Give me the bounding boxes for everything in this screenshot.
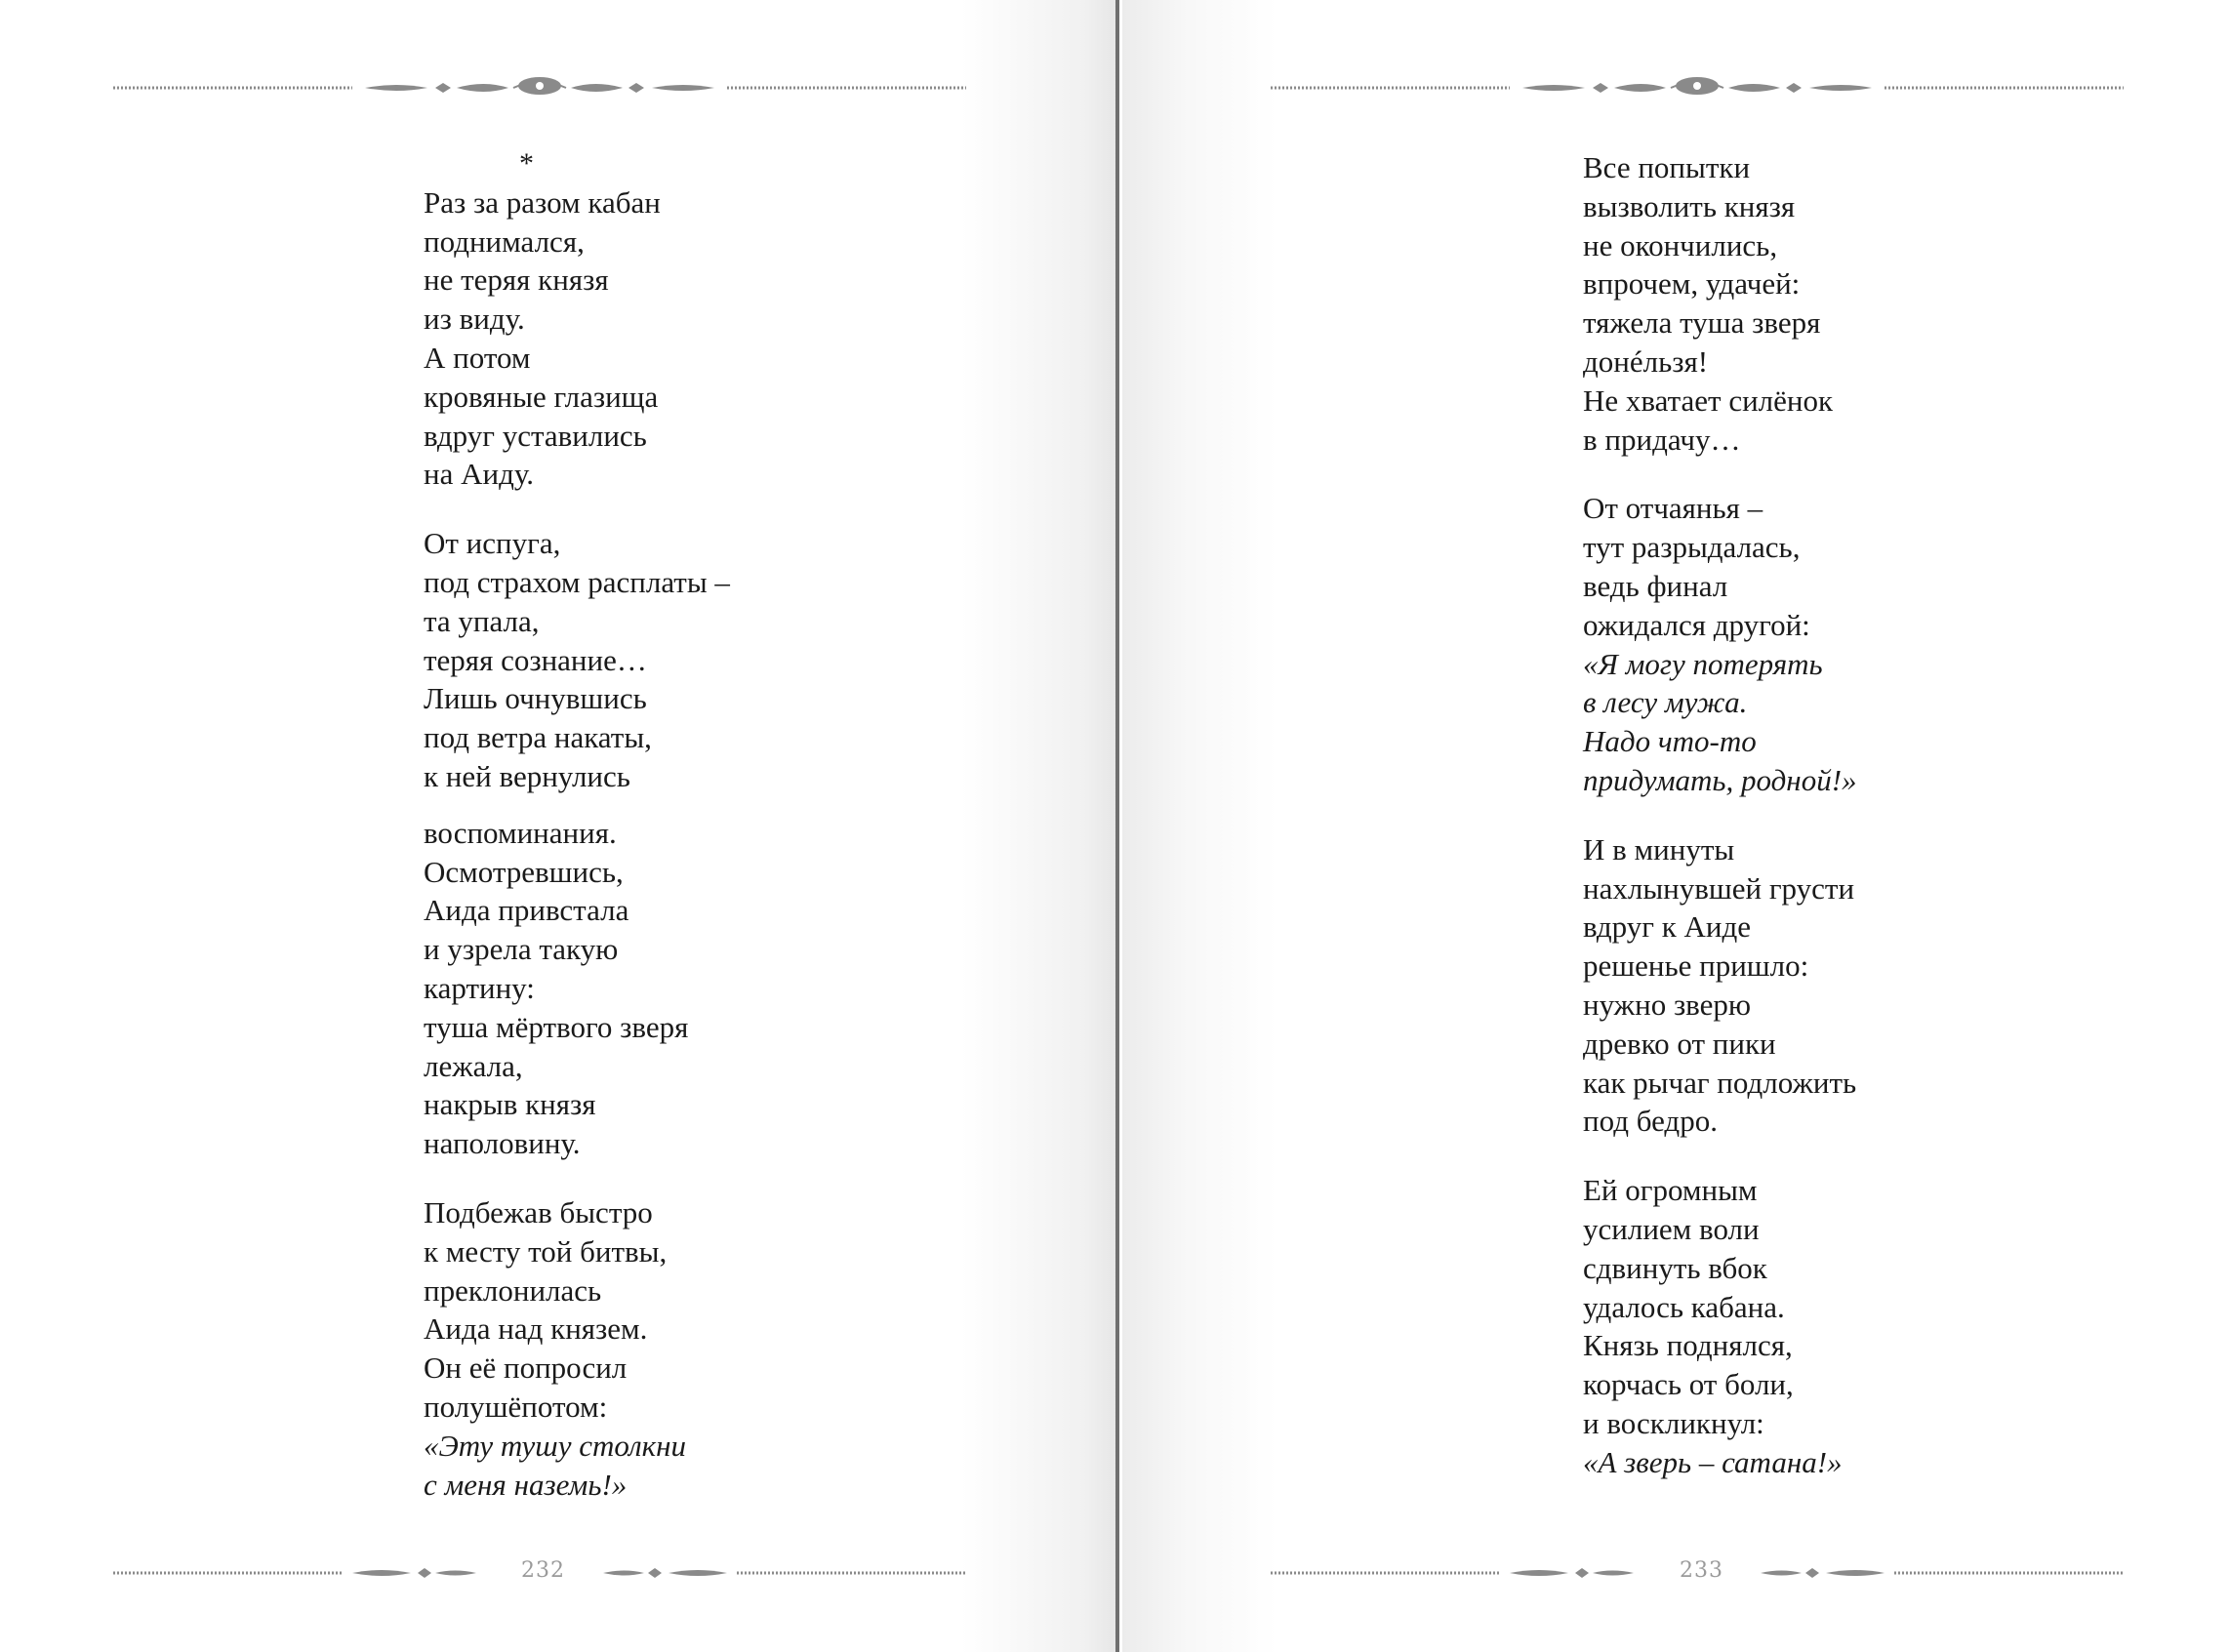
stanza bbox=[424, 814, 730, 1163]
header-ornament-left bbox=[113, 68, 966, 107]
poem-line: Ей огромным bbox=[1583, 1173, 1758, 1208]
poem-line: усилием воли bbox=[1583, 1211, 1760, 1246]
right-page bbox=[1122, 0, 2229, 1652]
poem-line: под ветра накаты, bbox=[424, 720, 652, 755]
poem-line: Раз за разом кабан bbox=[424, 184, 661, 220]
poem-line: воспоминания. bbox=[424, 815, 617, 850]
poem-line: лежала, bbox=[424, 1048, 523, 1083]
poem-line: сдвинуть вбок bbox=[1583, 1250, 1767, 1285]
poem-line: Все попытки bbox=[1583, 150, 1751, 184]
poem-line: тут разрыдалась, bbox=[1583, 530, 1801, 565]
poem-line: накрыв князя bbox=[424, 1087, 596, 1122]
poem-line: Он её попросил bbox=[424, 1350, 628, 1386]
poem-line: решенье пришло: bbox=[1583, 948, 1809, 984]
poem-line: теряя сознание… bbox=[424, 642, 647, 677]
header-ornament-right bbox=[1271, 68, 2124, 107]
book-spine bbox=[1115, 0, 1119, 1652]
poem-line: нахлынувшей грусти bbox=[1583, 870, 1855, 906]
poem-line: туша мёртвого зверя bbox=[424, 1009, 689, 1044]
stanza bbox=[1583, 489, 1857, 799]
poem-line: преклонилась bbox=[424, 1272, 602, 1308]
poem-line: к ней вернулись bbox=[424, 758, 630, 793]
poem-line: вдруг к Аиде bbox=[1583, 909, 1752, 945]
poem-line: поднимался, bbox=[424, 223, 585, 259]
poem-line: та упала, bbox=[424, 603, 540, 638]
poem-line: От отчаянья – bbox=[1583, 491, 1763, 526]
poem-right bbox=[1583, 148, 1857, 1512]
poem-line: и воскликнул: bbox=[1583, 1405, 1764, 1440]
poem-line: вдруг уставились bbox=[424, 418, 647, 453]
poem-line: Лишь очнувшись bbox=[424, 681, 647, 716]
poem-line: в лесу мужа. bbox=[1583, 685, 1748, 720]
poem-line: Подбежав быстро bbox=[424, 1194, 653, 1229]
poem-line: ожидался другой: bbox=[1583, 607, 1810, 642]
poem-line: Князь поднялся, bbox=[1583, 1328, 1793, 1363]
poem-line: не теряя князя bbox=[424, 262, 609, 298]
poem-line: «Я могу потерять bbox=[1583, 646, 1823, 681]
poem-line: картину: bbox=[424, 970, 535, 1005]
poem-line: полушёпотом: bbox=[424, 1389, 608, 1424]
poem-line: к месту той битвы, bbox=[424, 1233, 668, 1269]
poem-line: как рычаг подложить bbox=[1583, 1065, 1857, 1100]
page-number: 233 bbox=[1680, 1558, 1723, 1583]
poem-left bbox=[424, 144, 730, 1534]
poem-line: А потом bbox=[424, 340, 531, 375]
stanza bbox=[424, 183, 730, 494]
poem-line: под бедро. bbox=[1583, 1104, 1718, 1139]
poem-line: удалось кабана. bbox=[1583, 1289, 1785, 1324]
poem-line: нужно зверю bbox=[1583, 987, 1752, 1022]
poem-line: Не хватает силёнок bbox=[1583, 383, 1834, 418]
section-asterisk: * bbox=[519, 147, 534, 180]
poem-line: из виду. bbox=[424, 302, 525, 337]
poem-line: тяжела туша зверя bbox=[1583, 305, 1821, 341]
poem-line: донéльзя! bbox=[1583, 343, 1709, 379]
poem-line: под страхом расплаты – bbox=[424, 564, 730, 599]
poem-line: не окончились, bbox=[1583, 227, 1778, 262]
page-number: 232 bbox=[521, 1558, 565, 1583]
stanza bbox=[424, 524, 730, 796]
poem-line: придумать, родной!» bbox=[1583, 762, 1857, 797]
stanza bbox=[1583, 1171, 1857, 1481]
poem-line: вызволить князя bbox=[1583, 188, 1796, 223]
stanza bbox=[1583, 830, 1857, 1141]
poem-line: «А зверь – сатана!» bbox=[1583, 1444, 1843, 1479]
poem-line: Аида над князем. bbox=[424, 1311, 648, 1347]
poem-line: и узрела такую bbox=[424, 932, 619, 967]
poem-line: с меня наземь!» bbox=[424, 1467, 628, 1502]
poem-line: впрочем, удачей: bbox=[1583, 266, 1801, 302]
poem-line: наполовину. bbox=[424, 1126, 581, 1161]
poem-line: древко от пики bbox=[1583, 1026, 1776, 1061]
poem-line: в придачу… bbox=[1583, 422, 1741, 457]
poem-line: «Эту тушу столкни bbox=[424, 1428, 686, 1463]
poem-line: кровяные глазища bbox=[424, 379, 659, 414]
poem-line: на Аиду. bbox=[424, 457, 534, 492]
poem-line: Осмотревшись, bbox=[424, 854, 624, 889]
stanza bbox=[1583, 148, 1857, 459]
poem-line: И в минуты bbox=[1583, 831, 1735, 866]
poem-line: Надо что-то bbox=[1583, 724, 1757, 759]
stanza bbox=[424, 1193, 730, 1504]
poem-line: Аида привстала bbox=[424, 893, 629, 928]
poem-line: ведь финал bbox=[1583, 568, 1728, 603]
poem-line: корчась от боли, bbox=[1583, 1367, 1794, 1402]
poem-line: От испуга, bbox=[424, 526, 561, 561]
